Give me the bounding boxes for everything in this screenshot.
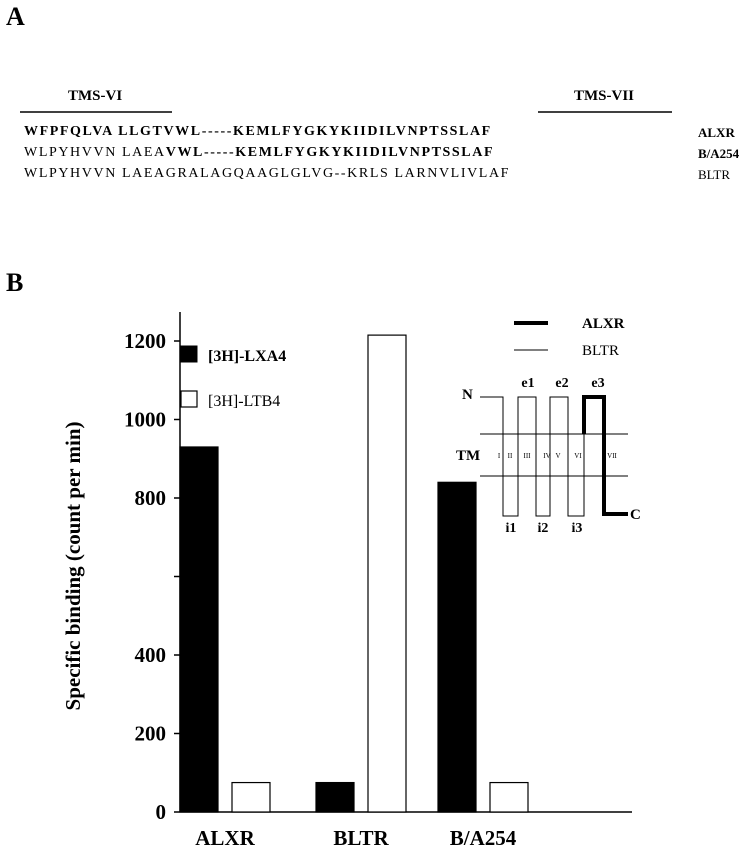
sequence-name: ALXR — [698, 125, 735, 140]
helix-label: II — [507, 452, 513, 460]
inset-tm-label: TM — [456, 448, 481, 464]
inset-n-terminus: N — [462, 387, 473, 403]
panel-b-label: B — [6, 268, 24, 297]
tms-vii-label: TMS-VII — [574, 88, 635, 104]
inset-c-terminus: C — [630, 507, 641, 523]
y-tick-label: 1000 — [124, 407, 166, 432]
extracellular-loop-label: e2 — [555, 376, 569, 391]
y-tick-label: 400 — [134, 643, 166, 667]
legend-swatch-lxa4 — [181, 346, 197, 362]
y-tick-label: 0 — [155, 800, 166, 824]
panel-a-label: A — [6, 2, 25, 31]
intracellular-loop-label: i3 — [571, 521, 583, 536]
inset-legend-alxr-label: ALXR — [582, 316, 625, 332]
legend-label-lxa4: [3H]-LXA4 — [208, 348, 287, 365]
y-tick-label: 200 — [134, 721, 166, 746]
extracellular-loop-label: e3 — [591, 376, 605, 391]
x-tick-label: BLTR — [333, 826, 389, 850]
legend-swatch-ltb4 — [181, 391, 197, 407]
sequence-segment: WLPYHVVN LAEA — [24, 145, 166, 160]
helix-label: I — [497, 452, 501, 460]
extracellular-loop-label: e1 — [521, 376, 535, 391]
inset-legend-bltr-label: BLTR — [582, 343, 619, 359]
x-tick-label: B/A254 — [449, 826, 517, 850]
alxr-topology-path — [584, 397, 628, 514]
helix-label: III — [523, 452, 531, 460]
tms-vi-label: TMS-VI — [68, 88, 123, 104]
bar — [180, 447, 218, 812]
sequence-name: BLTR — [698, 167, 731, 182]
x-tick-label: ALXR — [195, 826, 255, 850]
helix-label: VII — [607, 452, 617, 460]
sequence-segment: WFPFQLVA LLGTVWL-----KEMLFYGKYKIIDILVNPTSSLAF — [24, 124, 492, 139]
sequence-segment: VWL-----KEMLFYGKYKIIDILVNPTSSLAF — [165, 145, 495, 160]
helix-label: IV — [543, 452, 551, 460]
y-tick-label: 1200 — [124, 329, 166, 353]
bar — [232, 783, 270, 812]
intracellular-loop-label: i1 — [505, 521, 517, 536]
y-axis-title: Specific binding (count per min) — [61, 421, 85, 711]
helix-label: VI — [574, 452, 582, 460]
bar — [490, 783, 528, 812]
intracellular-loop-label: i2 — [537, 521, 549, 536]
sequence-segment: WLPYHVVN LAEAGRALAGQAAGLGLVG--KRLS LARNVLIVLAF — [24, 166, 511, 181]
sequence-name: B/A254 — [698, 146, 740, 161]
bar — [316, 783, 354, 812]
legend-label-ltb4: [3H]-LTB4 — [208, 393, 281, 410]
bltr-topology-path — [480, 397, 584, 516]
bar — [368, 335, 406, 812]
helix-label: V — [555, 452, 561, 460]
bar — [438, 482, 476, 812]
y-tick-label: 800 — [134, 486, 166, 510]
